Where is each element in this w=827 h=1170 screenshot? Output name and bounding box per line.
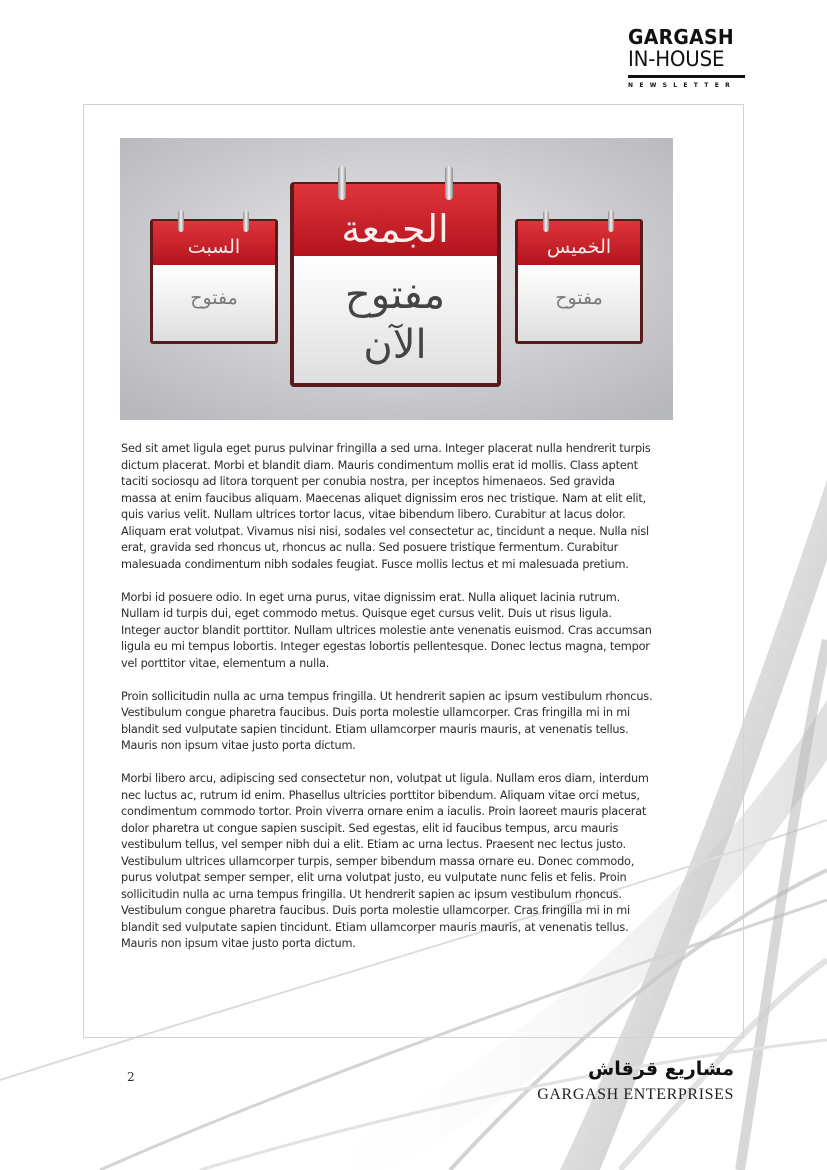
center-calendar-status-2: الآن	[363, 322, 427, 368]
right-calendar-day: الخميس	[546, 236, 612, 258]
calendar-left	[150, 210, 278, 344]
left-calendar-day: السبت	[187, 236, 241, 258]
masthead-divider	[628, 75, 745, 78]
hero-image	[120, 138, 673, 420]
center-calendar-status: مفتوح	[344, 272, 446, 318]
company-logo-english: GARGASH ENTERPRISES	[537, 1086, 734, 1103]
masthead-title: GARGASH	[628, 25, 734, 49]
company-logo-arabic: مشاريع قرقاش	[588, 1058, 734, 1080]
article-paragraph: Proin sollicitudin nulla ac urna tempus fringilla. Ut hendrerit sapien ac ipsum vestibulum rhoncus. Vestibulum congue pharetra faucibus. Duis porta molestie ullamcorper. Cras fringilla mi in mi blandit sed vulputate sapien tincidunt. Etiam ullamcorper mauris mauris, at venenatis tellus. Mauris non ipsum vitae justo porta dictum.	[121, 689, 653, 752]
company-logo	[534, 1056, 734, 1104]
masthead-subtitle: IN-HOUSE	[628, 47, 725, 72]
calendar-right	[515, 210, 643, 344]
masthead-label: NEWSLETTER	[628, 82, 737, 89]
left-calendar-status: مفتوح	[190, 287, 238, 309]
newsletter-masthead	[628, 26, 746, 89]
article-paragraph: Sed sit amet ligula eget purus pulvinar fringilla a sed urna. Integer placerat nulla hendrerit turpis dictum placerat. Morbi et blandit diam. Mauris condimentum mollis erat id mollis. Class aptent taciti sociosqu ad litora torquent per conubia nostra, per inceptos himenaeos. Sed gravida massa at enim faucibus aliquam. Maecenas aliquet dignissim eros nec tristique. Nam at elit elit, quis varius velit. Nullam ultrices tortor lacus, vitae bibendum libero. Curabitur at lacus dolor. Aliquam erat volutpat. Vivamus nisi nisi, sodales vel consectetur ac, tincidunt a neque. Nulla nisl erat, gravida sed rhoncus ut, rhoncus ac nulla. Sed posuere tristique fermentum. Curabitur malesuada condimentum nibh sodales feugiat. Fusce mollis lectus et mi malesuada pretium.	[121, 442, 651, 571]
article-paragraph: Morbi id posuere odio. In eget urna purus, vitae dignissim erat. Nulla aliquet lacinia rutrum. Nullam id turpis dui, eget commodo metus. Quisque eget cursus velit. Duis ut risus ligula. Integer auctor blandit porttitor. Nullam ultrices molestie ante venenatis euismod. Cras accumsan ligula eu mi tempus lobortis. Integer egestas lobortis pellentesque. Donec lectus magna, tempor vel porttitor vitae, elementum a nulla.	[121, 590, 652, 670]
calendar-illustration	[120, 138, 673, 420]
article-body	[121, 441, 653, 969]
center-calendar-day: الجمعة	[341, 207, 449, 251]
article-paragraph: Morbi libero arcu, adipiscing sed consectetur non, volutpat ut ligula. Nullam eros diam, interdum nec luctus ac, rutrum id enim. Phasellus ultricies porttitor bibendum. Aliquam vitae orci metus, condimentum commodo tortor. Proin viverra ornare enim a iaculis. Proin laoreet mauris placerat dolor pharetra ut congue sapien suscipit. Sed egestas, elit id faucibus tempus, arcu mauris vestibulum tellus, vel semper nibh dui a elit. Etiam ac urna lectus. Praesent nec lectus justo. Vestibulum ultrices ullamcorper turpis, semper bibendum massa ornare eu. Donec commodo, purus volutpat semper semper, elit urna volutpat justo, eu vulputate nunc felis et felis. Proin sollicitudin nulla ac urna tempus fringilla. Ut hendrerit sapien ac ipsum vestibulum rhoncus. Vestibulum congue pharetra faucibus. Duis porta molestie ullamcorper. Cras fringilla mi in mi blandit sed vulputate sapien tincidunt. Etiam ullamcorper mauris mauris, at venenatis tellus. Mauris non ipsum vitae justo porta dictum.	[121, 772, 649, 950]
page-number: 2	[127, 1070, 135, 1084]
right-calendar-status: مفتوح	[555, 287, 603, 309]
